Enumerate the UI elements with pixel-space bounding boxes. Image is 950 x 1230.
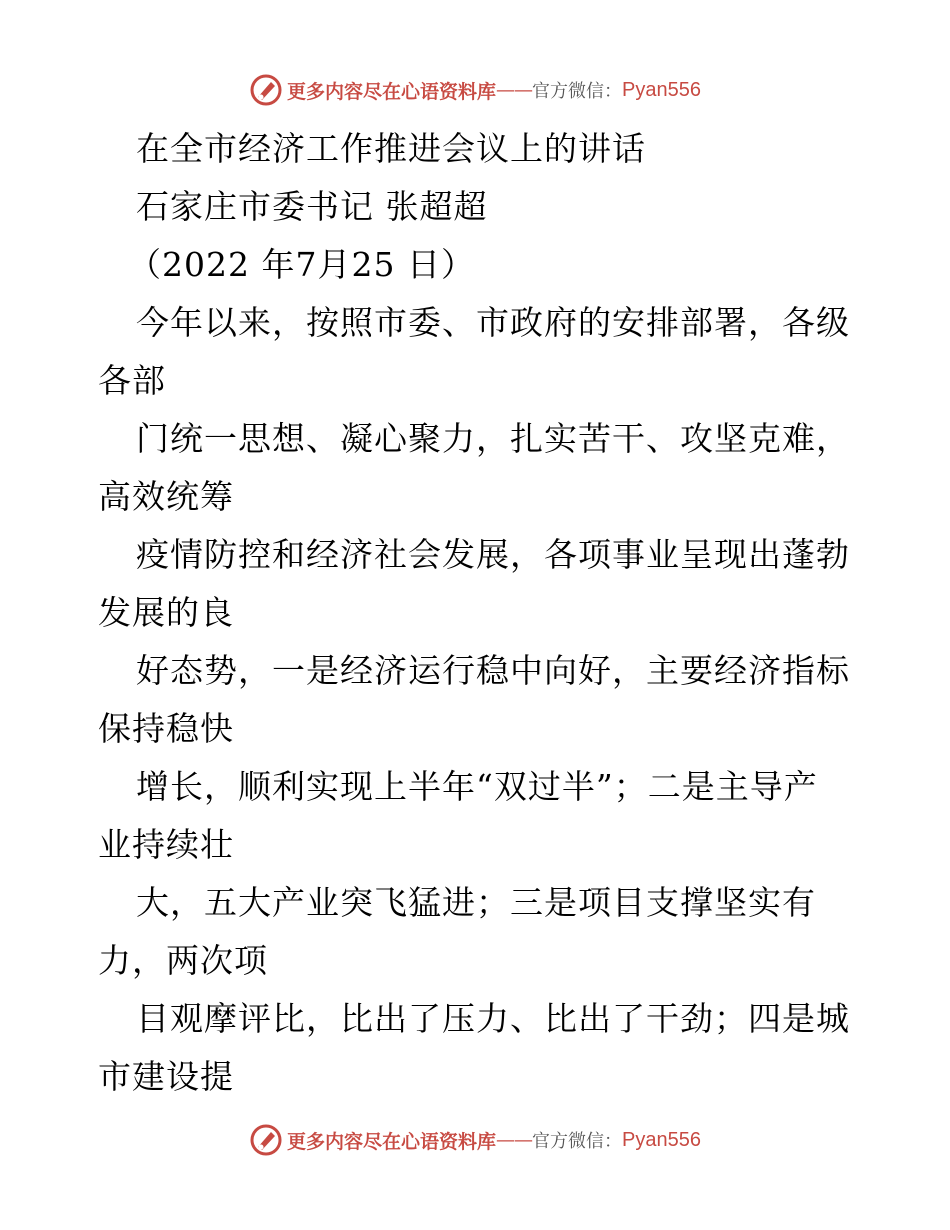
doc-line: 好态势，一是经济运行稳中向好，主要经济指标 xyxy=(136,651,850,690)
doc-line: 疫情防控和经济社会发展，各项事业呈现出蓬勃 xyxy=(136,535,850,574)
doc-line: 增长，顺利实现上半年“双过半”；二是主导产 xyxy=(136,767,818,806)
doc-line: 高效统筹 xyxy=(98,477,234,516)
header-watermark-banner xyxy=(0,70,950,110)
banner-text: 更多内容尽在心语资料库 xyxy=(287,80,497,103)
doc-line: 目观摩评比，比出了压力、比出了干劲；四是城 xyxy=(136,999,850,1038)
doc-line: 大，五大产业突飞猛进；三是项目支撑坚实有 xyxy=(136,883,816,922)
doc-date: （2022 年7月25 日） xyxy=(128,245,475,284)
pen-logo-icon xyxy=(249,73,283,107)
pen-logo-icon xyxy=(249,1123,283,1157)
banner-wechat-label: 官方微信： xyxy=(532,1131,623,1152)
banner-text: 更多内容尽在心语资料库 xyxy=(287,1130,497,1153)
banner-dash: —— xyxy=(496,1129,533,1151)
doc-line: 市建设提 xyxy=(98,1057,234,1096)
banner-wechat-id: Pyan556 xyxy=(622,78,701,101)
doc-title: 在全市经济工作推进会议上的讲话 xyxy=(136,129,646,168)
banner-wechat-label: 官方微信： xyxy=(532,81,623,102)
doc-line: 各部 xyxy=(98,361,166,400)
doc-line: 保持稳快 xyxy=(98,709,234,748)
document-body xyxy=(98,120,858,1106)
doc-line: 门统一思想、凝心聚力，扎实苦干、攻坚克难， xyxy=(136,419,850,458)
doc-line: 业持续壮 xyxy=(98,825,234,864)
banner-wechat-id: Pyan556 xyxy=(622,1128,701,1151)
footer-watermark-banner xyxy=(0,1120,950,1160)
doc-line: 发展的良 xyxy=(98,593,234,632)
banner-dash: —— xyxy=(496,79,533,101)
doc-author: 石家庄市委书记 张超超 xyxy=(136,187,488,226)
doc-line: 今年以来，按照市委、市政府的安排部署，各级 xyxy=(136,303,850,342)
doc-line: 力，两次项 xyxy=(98,941,268,980)
